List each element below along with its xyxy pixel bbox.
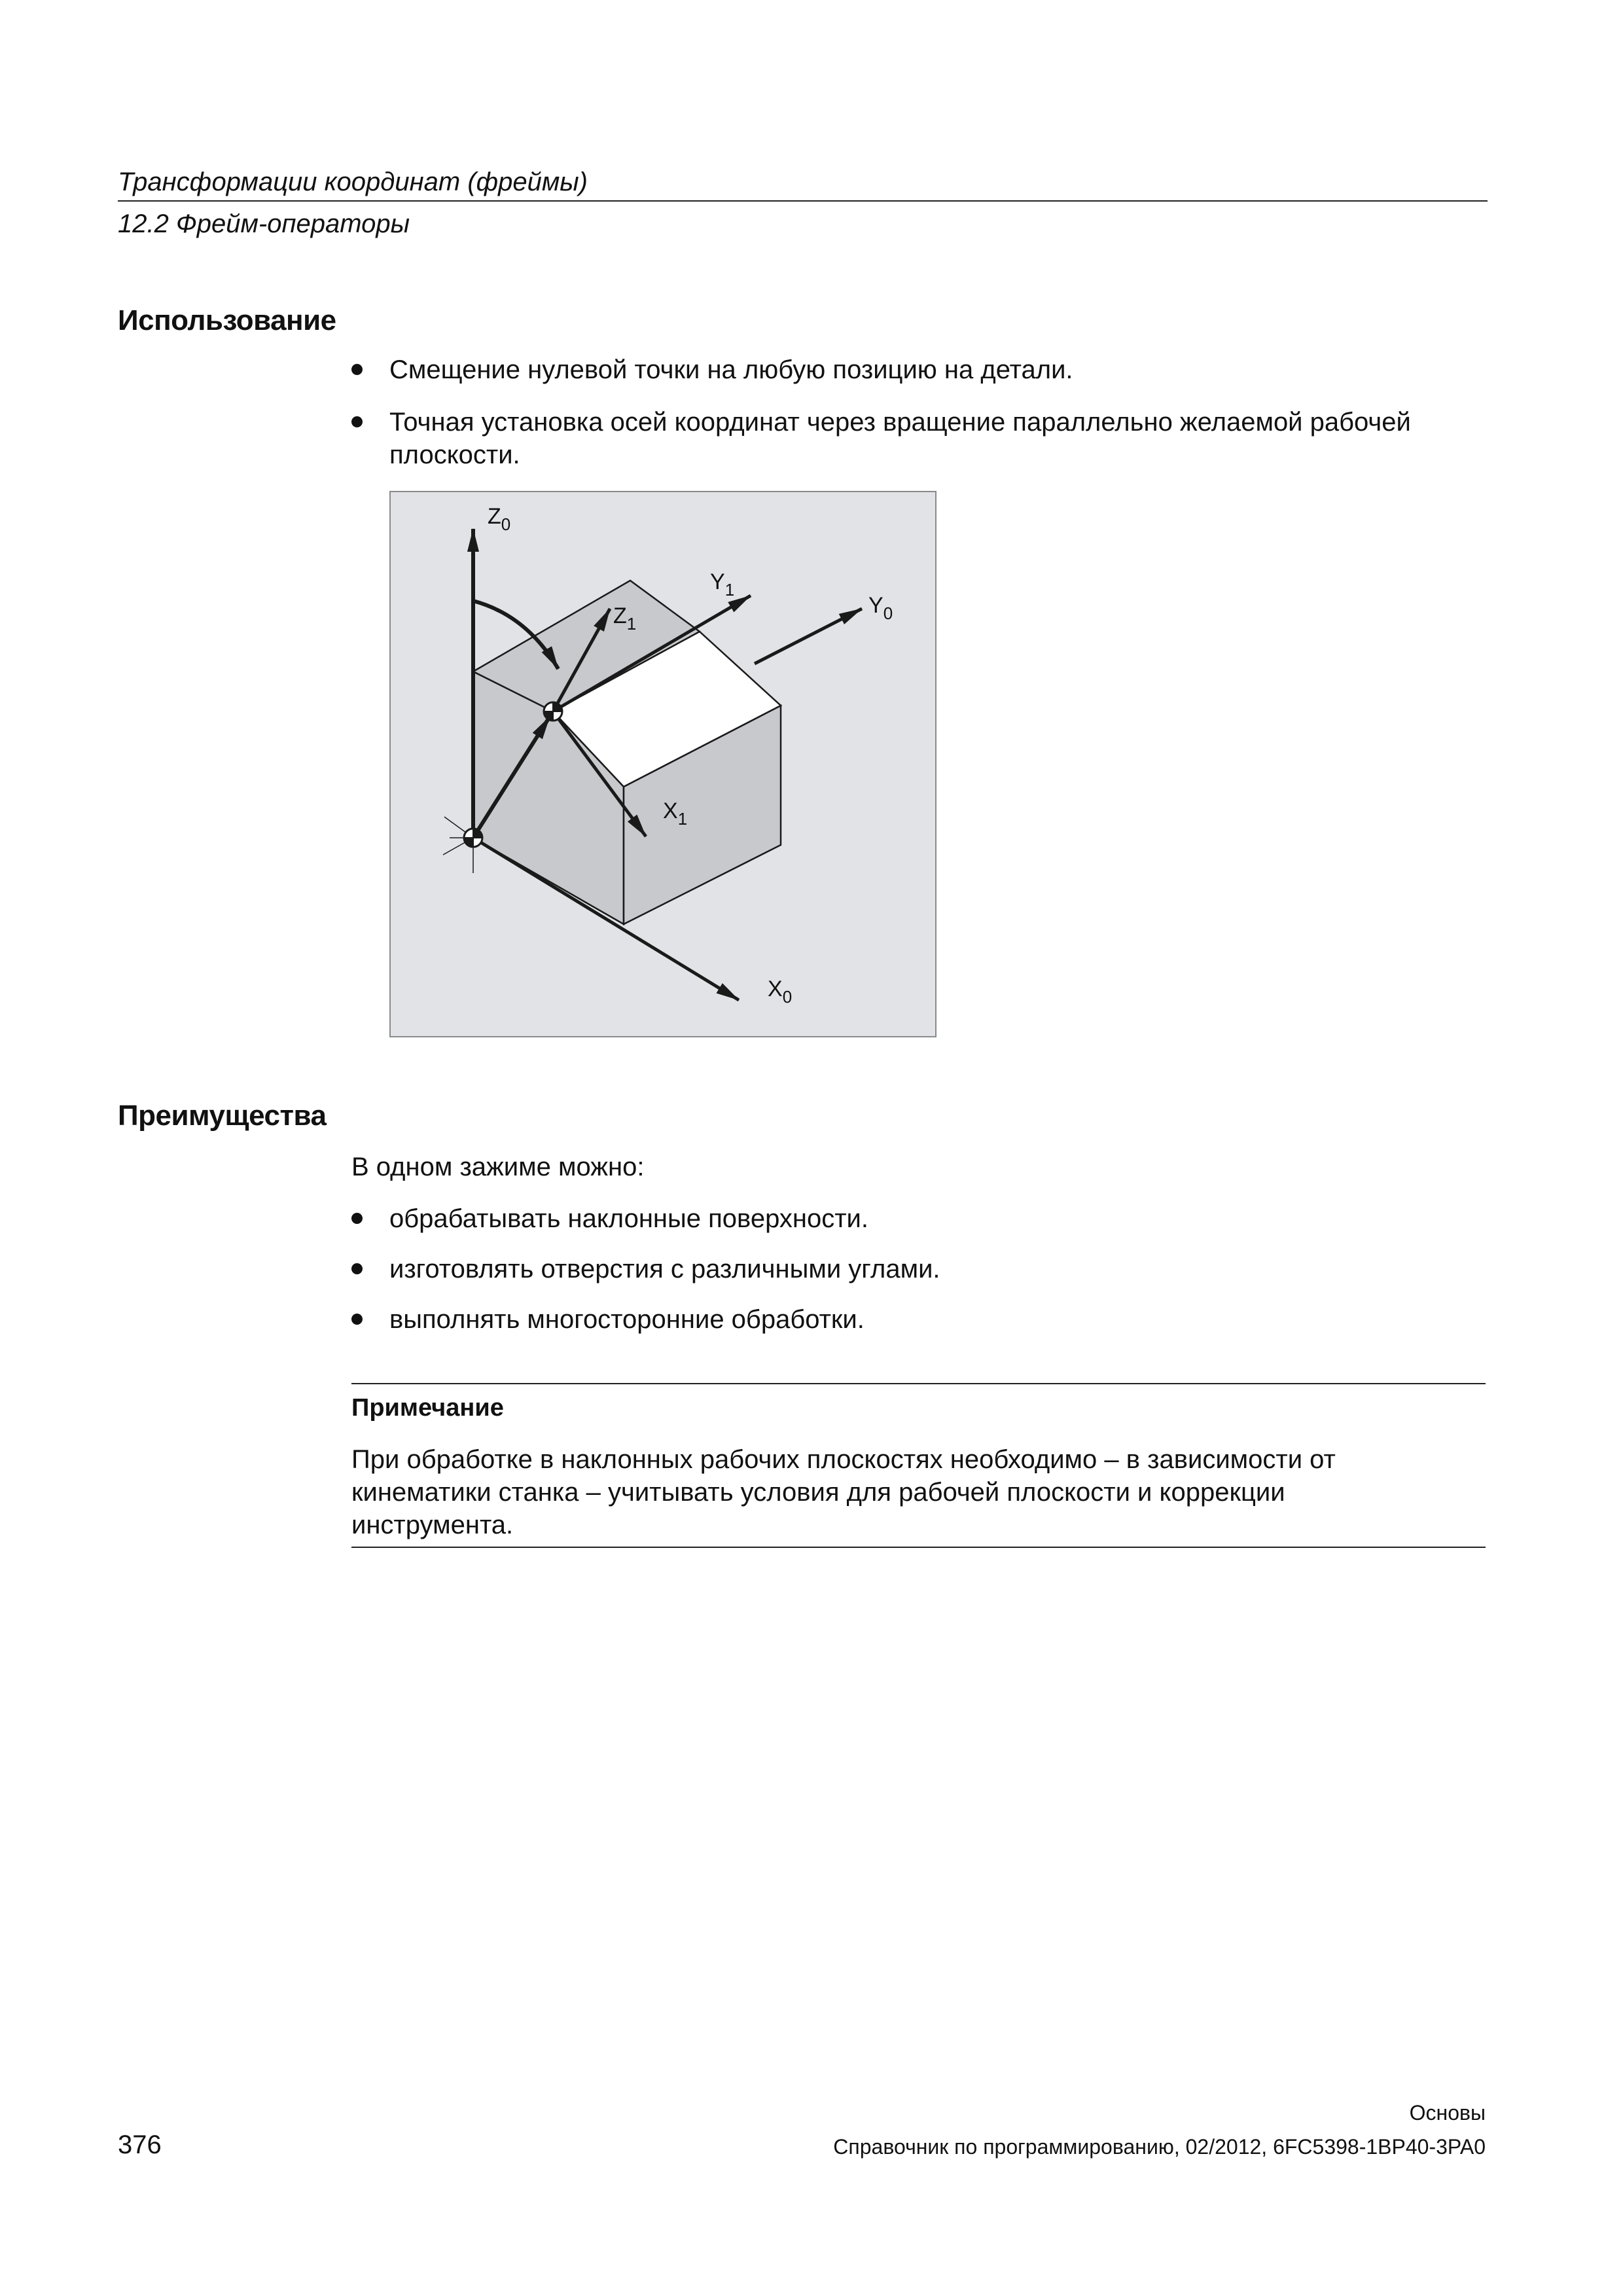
usage-item-2-cont: плоскости. bbox=[389, 440, 520, 469]
svg-text:Z1: $Z_1$ bbox=[613, 603, 637, 634]
label-x1: X bbox=[663, 798, 678, 823]
note-line-3: инструмента. bbox=[351, 1511, 514, 1539]
footer-reference: Справочник по программированию, 02/2012, 6FC5398-1BP40-3PA0 bbox=[833, 2135, 1486, 2159]
advantages-intro: В одном зажиме можно: bbox=[351, 1153, 645, 1181]
chapter-title: Трансформации координат (фреймы) bbox=[118, 168, 588, 196]
svg-text:X1: $X_1$ bbox=[663, 798, 688, 829]
note-title: Примечание bbox=[351, 1394, 504, 1422]
origin-marker-0 bbox=[464, 829, 482, 847]
section-title: 12.2 Фрейм-операторы bbox=[118, 209, 410, 238]
bullet bbox=[351, 1263, 363, 1274]
note-top-rule bbox=[351, 1383, 1486, 1384]
advantage-item-1: обрабатывать наклонные поверхности. bbox=[389, 1204, 868, 1233]
bullet bbox=[351, 416, 363, 427]
note-bottom-rule bbox=[351, 1547, 1486, 1548]
usage-item-1: Смещение нулевой точки на любую позицию на детали. bbox=[389, 355, 1073, 384]
label-z1: Z bbox=[613, 603, 627, 628]
advantages-heading: Преимущества bbox=[118, 1100, 327, 1132]
svg-text:X0: $X_0$ bbox=[768, 977, 793, 1007]
usage-heading: Использование bbox=[118, 304, 336, 336]
svg-text:Y0: $Y_0$ bbox=[868, 593, 893, 623]
label-x0: X bbox=[768, 977, 783, 1001]
label-z0: Z bbox=[488, 504, 501, 529]
header-rule bbox=[118, 200, 1488, 202]
usage-item-2: Точная установка осей координат через вращение параллельно желаемой рабочей bbox=[389, 408, 1411, 437]
label-y1: Y bbox=[710, 569, 725, 594]
bullet bbox=[351, 364, 363, 375]
advantage-item-3: выполнять многосторонние обработки. bbox=[389, 1305, 865, 1334]
bullet bbox=[351, 1213, 363, 1224]
origin-marker-1 bbox=[544, 702, 562, 721]
svg-text:Z0: $Z_0$ bbox=[488, 504, 511, 534]
label-y0: Y bbox=[868, 593, 883, 618]
svg-text:Y1: $Y_1$ bbox=[710, 569, 735, 600]
page-number: 376 bbox=[118, 2130, 162, 2159]
advantage-item-2: изготовлять отверстия с различными углами. bbox=[389, 1255, 940, 1283]
note-line-1: При обработке в наклонных рабочих плоскостях необходимо – в зависимости от bbox=[351, 1445, 1336, 1474]
bullet bbox=[351, 1314, 363, 1325]
note-line-2: кинематики станка – учитывать условия для рабочей плоскости и коррекции bbox=[351, 1478, 1285, 1507]
footer-book: Основы bbox=[1409, 2101, 1486, 2125]
frame-diagram bbox=[389, 491, 936, 1037]
